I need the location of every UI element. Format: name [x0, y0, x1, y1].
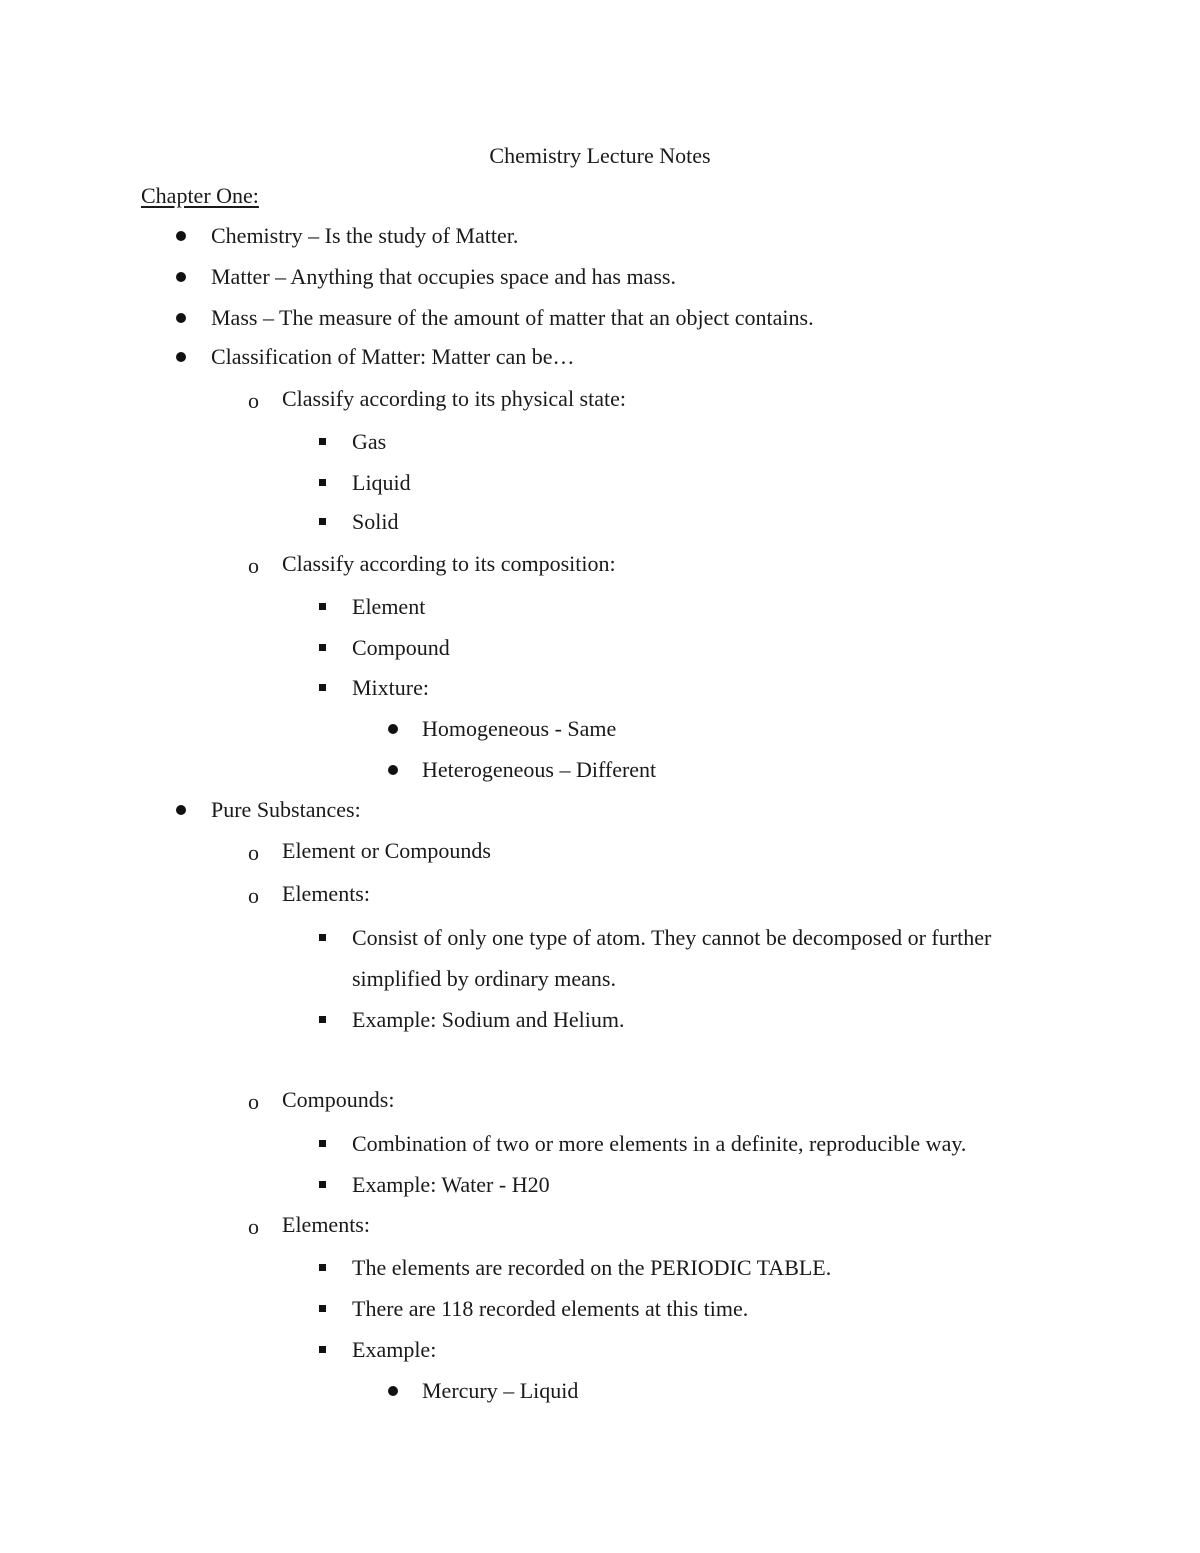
- list-item: Pure Substances:: [211, 797, 361, 822]
- list-item: Element: [352, 594, 426, 619]
- list-item: There are 118 recorded elements at this time.: [352, 1296, 749, 1321]
- list-item: Consist of only one type of atom. They cannot be decomposed or further: [352, 925, 992, 950]
- bullet-disc-icon: [176, 352, 186, 362]
- bullet-square-icon: [319, 518, 326, 525]
- bullet-square-icon: [319, 438, 326, 445]
- bullet-circle-icon: o: [248, 1214, 259, 1239]
- list-item: The elements are recorded on the PERIODIC TABLE.: [352, 1255, 832, 1280]
- list-item: Homogeneous - Same: [422, 716, 617, 741]
- chapter-heading: Chapter One:: [141, 183, 259, 208]
- list-item: Classify according to its physical state:: [282, 386, 626, 411]
- bullet-square-icon: [319, 479, 326, 486]
- bullet-square-icon: [319, 1181, 326, 1188]
- bullet-square-icon: [319, 644, 326, 651]
- list-item: Combination of two or more elements in a definite, reproducible way.: [352, 1131, 967, 1156]
- list-item: simplified by ordinary means.: [352, 966, 616, 991]
- list-item: Chemistry – Is the study of Matter.: [211, 223, 519, 248]
- list-item: Solid: [352, 509, 399, 534]
- list-item: Example: Sodium and Helium.: [352, 1007, 625, 1032]
- bullet-square-icon: [319, 684, 326, 691]
- bullet-disc-icon: [388, 765, 398, 775]
- bullet-square-icon: [319, 934, 326, 941]
- list-item: Heterogeneous – Different: [422, 757, 657, 782]
- list-item: Liquid: [352, 470, 411, 495]
- bullet-disc-icon: [388, 1386, 398, 1396]
- bullet-square-icon: [319, 1016, 326, 1023]
- list-item: Gas: [352, 429, 387, 454]
- bullet-circle-icon: o: [248, 883, 259, 908]
- bullet-disc-icon: [176, 805, 186, 815]
- bullet-square-icon: [319, 1264, 326, 1271]
- list-item: Mixture:: [352, 675, 429, 700]
- list-item: Mass – The measure of the amount of matter that an object contains.: [211, 305, 814, 330]
- bullet-circle-icon: o: [248, 388, 259, 413]
- document-title: Chemistry Lecture Notes: [489, 143, 711, 168]
- bullet-circle-icon: o: [248, 553, 259, 578]
- bullet-square-icon: [319, 603, 326, 610]
- list-item: Compounds:: [282, 1087, 395, 1112]
- list-item: Elements:: [282, 1212, 370, 1237]
- list-item: Mercury – Liquid: [422, 1378, 579, 1403]
- bullet-disc-icon: [176, 272, 186, 282]
- list-item: Example: Water - H20: [352, 1172, 550, 1197]
- bullet-circle-icon: o: [248, 840, 259, 865]
- list-item: Matter – Anything that occupies space and has mass.: [211, 264, 676, 289]
- bullet-disc-icon: [176, 313, 186, 323]
- list-item: Classify according to its composition:: [282, 551, 616, 576]
- bullet-square-icon: [319, 1305, 326, 1312]
- list-item: Elements:: [282, 881, 370, 906]
- list-item: Example:: [352, 1337, 437, 1362]
- bullet-disc-icon: [176, 231, 186, 241]
- bullet-circle-icon: o: [248, 1089, 259, 1114]
- list-item: Element or Compounds: [282, 838, 491, 863]
- list-item: Compound: [352, 635, 450, 660]
- bullet-square-icon: [319, 1140, 326, 1147]
- bullet-square-icon: [319, 1346, 326, 1353]
- bullet-disc-icon: [388, 724, 398, 734]
- list-item: Classification of Matter: Matter can be…: [211, 344, 575, 369]
